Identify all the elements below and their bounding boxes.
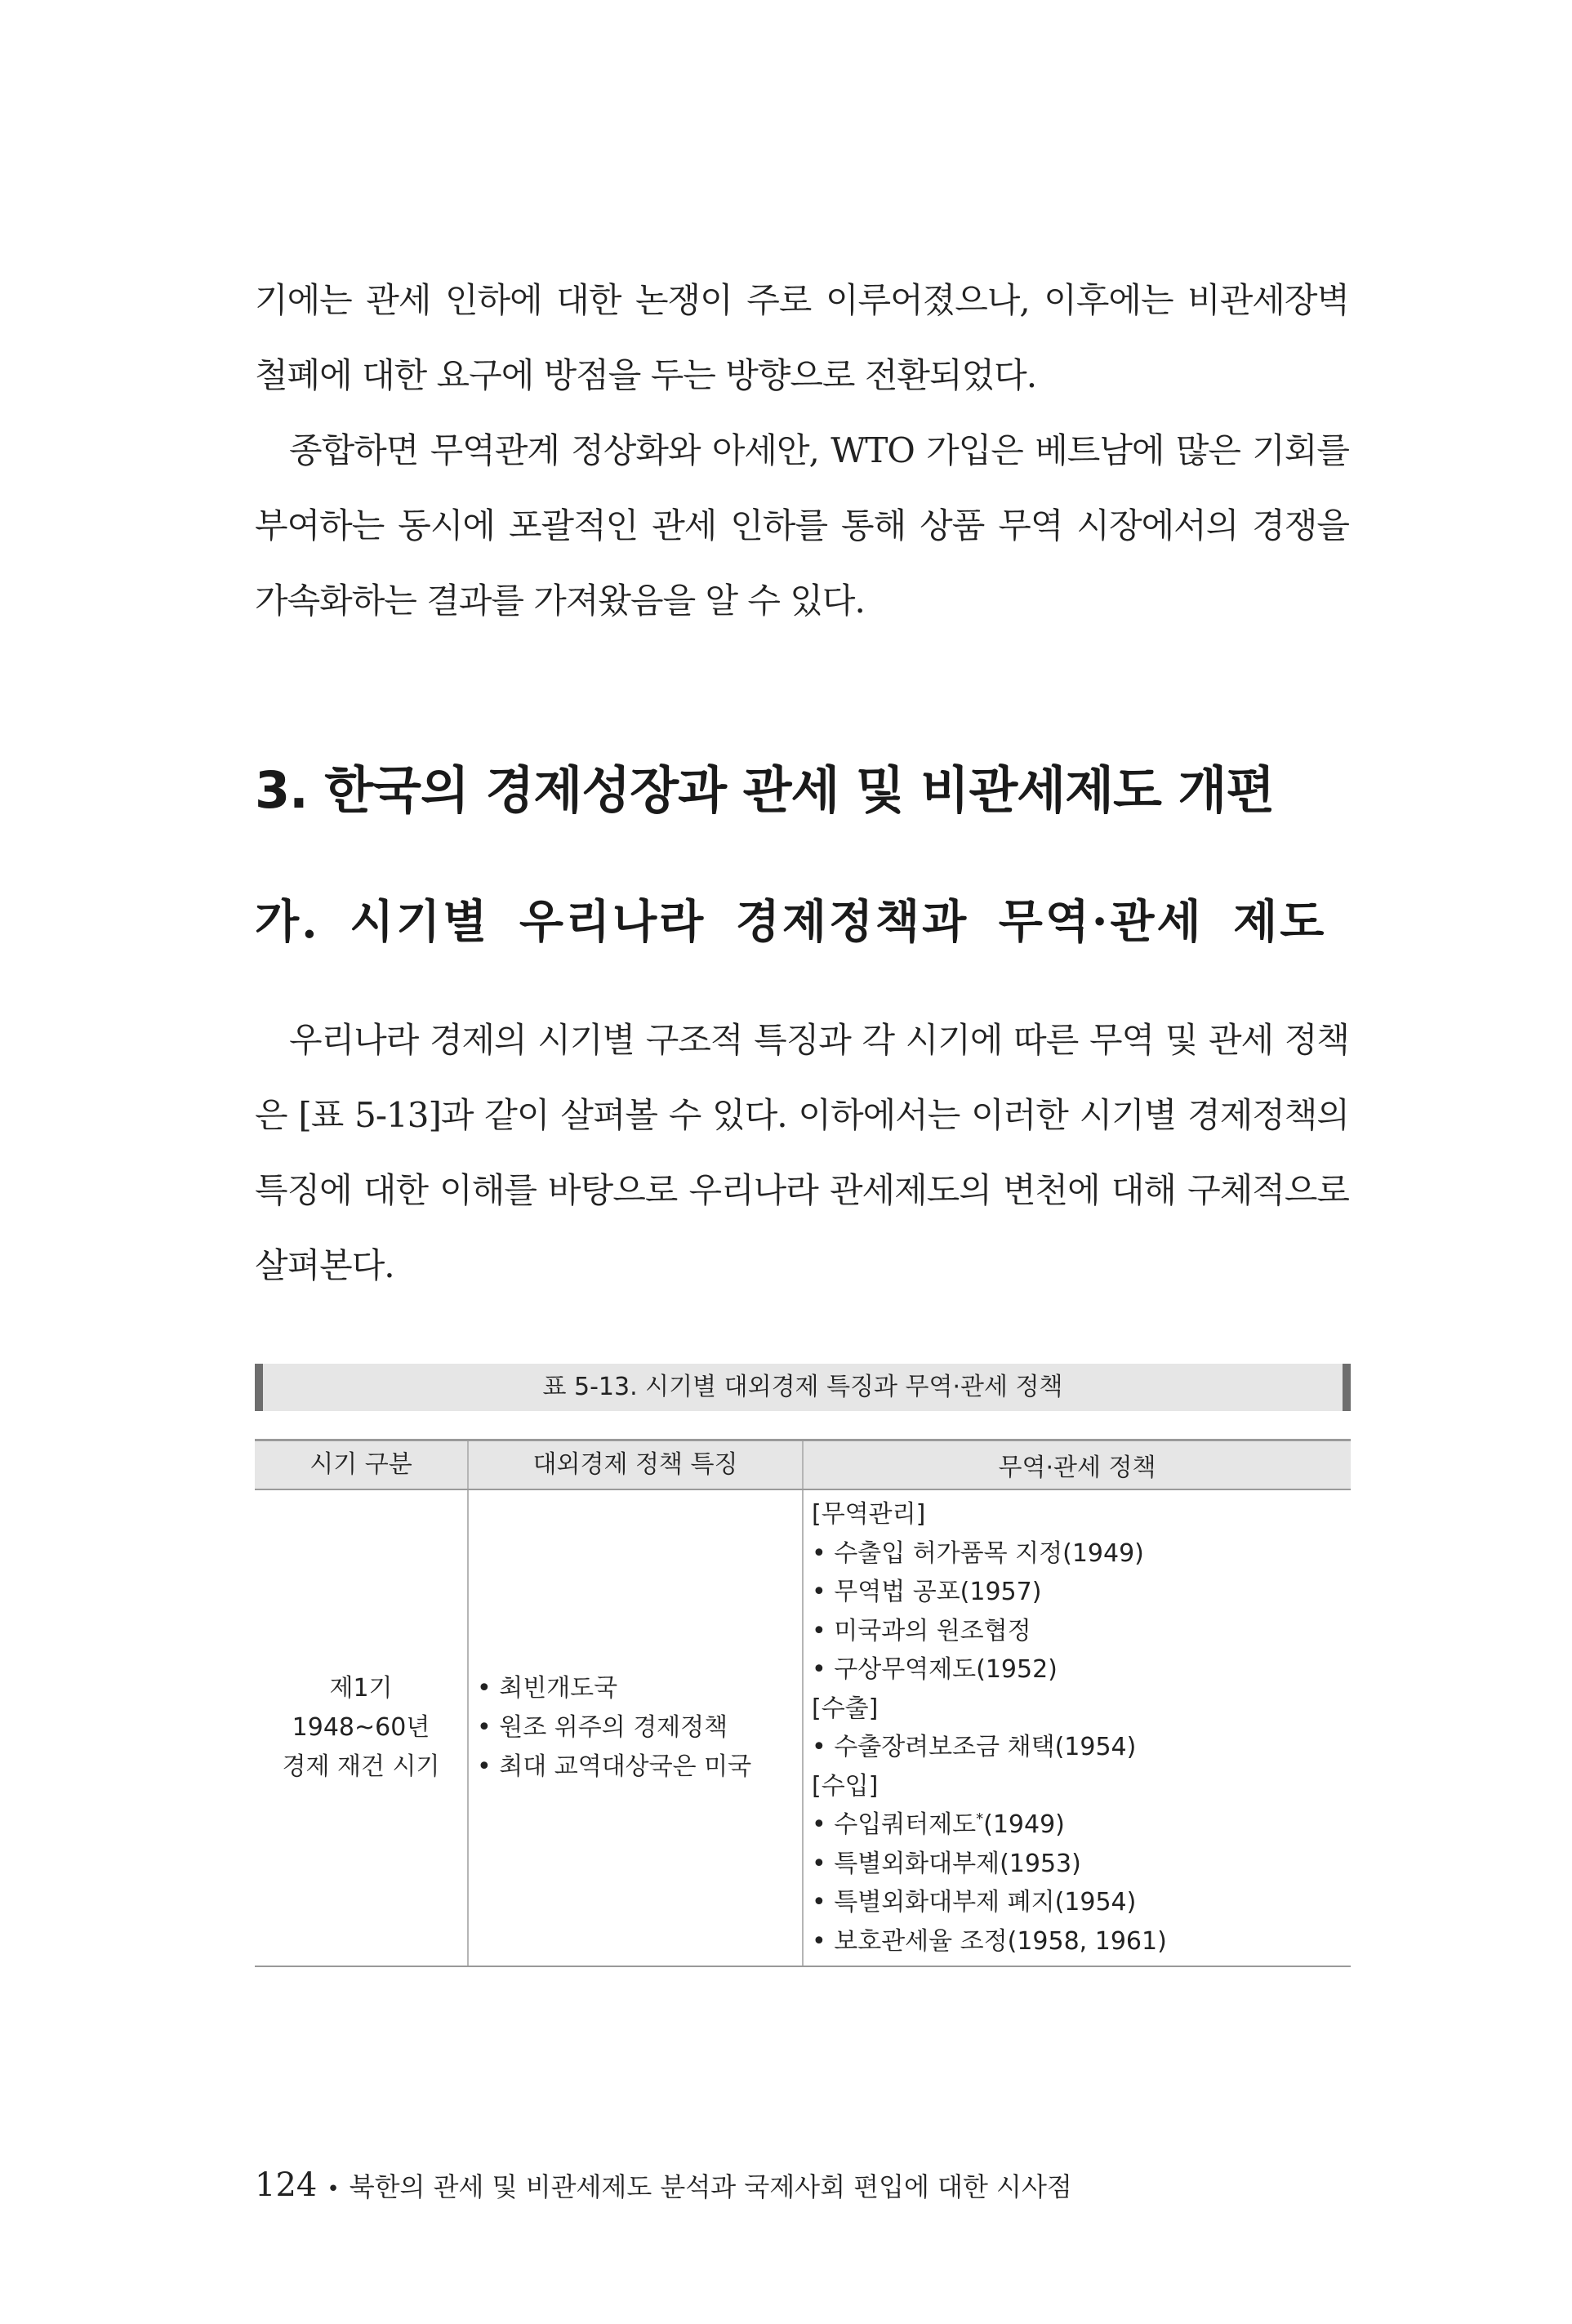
paragraph-summary: 종합하면 무역관계 정상화와 아세안, WTO 가입은 베트남에 많은 기회를 부여하는 동시에 포괄적인 관세 인하를 통해 상품 무역 시장에서의 경쟁을 가속화하는 결과를 가져왔음을 알 수 있다. bbox=[255, 430, 1349, 621]
table-caption: 표 5-13. 시기별 대외경제 특징과 무역·관세 정책 bbox=[255, 1364, 1351, 1411]
policy-item: • 특별외화대부제 폐지(1954) bbox=[812, 1883, 1343, 1922]
period-label: 제1기 bbox=[329, 1674, 393, 1703]
policy-item: • 무역법 공포(1957) bbox=[812, 1573, 1343, 1612]
policy-item: • 수출입 허가품목 지정(1949) bbox=[812, 1534, 1343, 1574]
table-row bbox=[255, 1489, 1351, 1966]
page-number: 124 bbox=[255, 2166, 318, 2204]
policy-item: • 수출장려보조금 채택(1954) bbox=[812, 1728, 1343, 1767]
header-features: 대외경제 정책 특징 bbox=[468, 1440, 803, 1490]
import-quota-name: 수입쿼터제도 bbox=[834, 1810, 977, 1839]
policy-item-import-quota bbox=[812, 1805, 1343, 1845]
footnote-mark: * bbox=[976, 1810, 984, 1828]
paragraph-intro: 우리나라 경제의 시기별 구조적 특징과 각 시기에 따른 무역 및 관세 정책은 [표 5-13]과 같이 살펴볼 수 있다. 이하에서는 이러한 시기별 경제정책의 특징에 대한 이해를 바탕으로 우리나라 관세제도의 변천에 대해 구체적으로 살펴본다. bbox=[255, 1020, 1349, 1285]
policy-table bbox=[255, 1439, 1351, 1967]
period-description: 경제 재건 시기 bbox=[282, 1752, 440, 1781]
paragraph-continued: 기에는 관세 인하에 대한 논쟁이 주로 이루어졌으나, 이후에는 비관세장벽 철폐에 대한 요구에 방점을 두는 방향으로 전환되었다. bbox=[255, 280, 1349, 395]
period-years: 1948~60년 bbox=[292, 1713, 430, 1742]
book-title: 북한의 관세 및 비관세제도 분석과 국제사회 편입에 대한 시사점 bbox=[349, 2171, 1072, 2202]
period-cell bbox=[255, 1489, 468, 1966]
feature-item: • 최빈개도국 bbox=[477, 1669, 794, 1708]
export-label: [수출] bbox=[812, 1694, 879, 1723]
header-policies: 무역·관세 정책 bbox=[803, 1440, 1351, 1490]
trade-mgmt-label: [무역관리] bbox=[812, 1500, 926, 1529]
footer-separator: • bbox=[327, 2177, 340, 2202]
section-heading: 3. 한국의 경제성장과 관세 및 비관세제도 개편 bbox=[255, 760, 1275, 820]
import-label: [수입] bbox=[812, 1771, 879, 1801]
policies-cell bbox=[803, 1489, 1351, 1966]
policy-item: • 보호관세율 조정(1958, 1961) bbox=[812, 1922, 1343, 1961]
feature-item: • 최대 교역대상국은 미국 bbox=[477, 1747, 794, 1787]
subsection-heading: 가. 시기별 우리나라 경제정책과 무역·관세 제도 bbox=[255, 895, 1327, 949]
policy-item: • 특별외화대부제(1953) bbox=[812, 1845, 1343, 1884]
header-period: 시기 구분 bbox=[255, 1440, 468, 1490]
page-footer bbox=[255, 2166, 1072, 2204]
features-cell bbox=[468, 1489, 803, 1966]
feature-item: • 원조 위주의 경제정책 bbox=[477, 1708, 794, 1747]
import-quota-year: (1949) bbox=[983, 1810, 1065, 1839]
policy-item: • 미국과의 원조협정 bbox=[812, 1612, 1343, 1651]
policy-item: • 구상무역제도(1952) bbox=[812, 1650, 1343, 1690]
table-header-row bbox=[255, 1440, 1351, 1490]
